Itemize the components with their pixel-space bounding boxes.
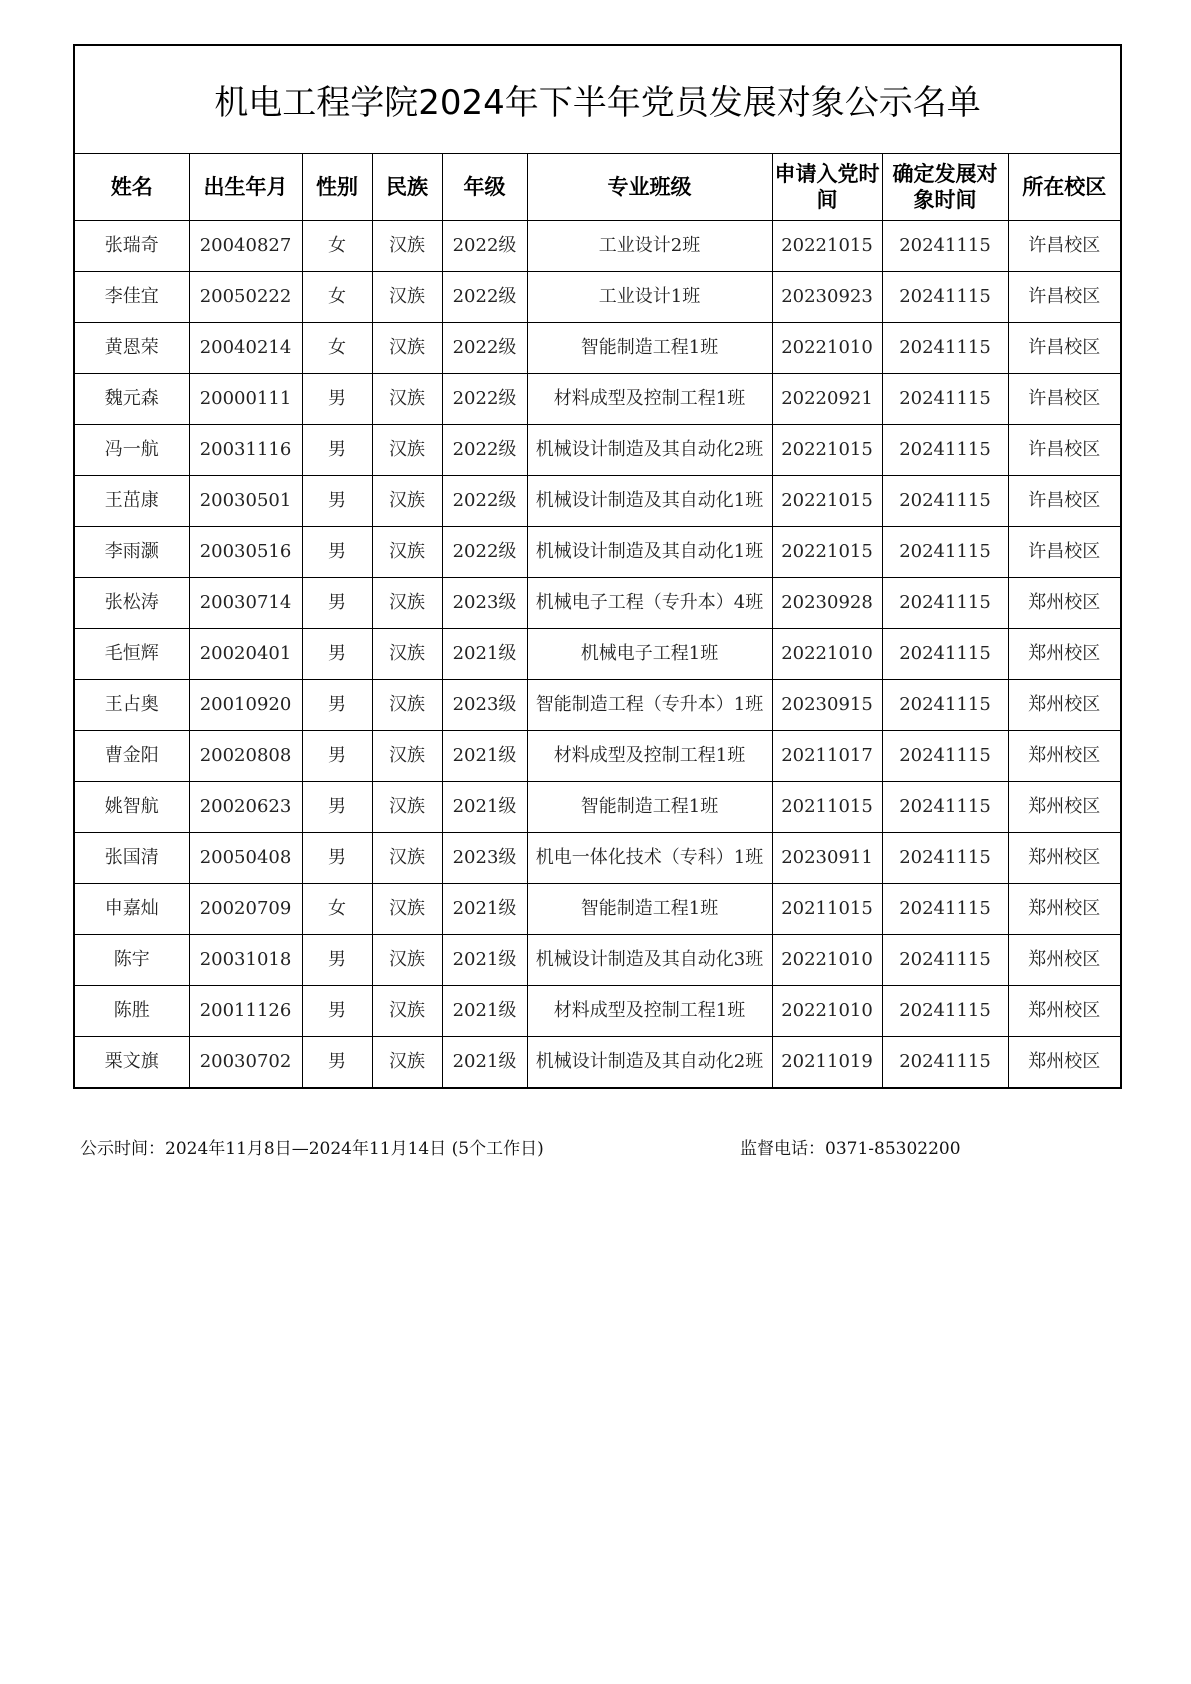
cell-campus: 郑州校区 (1008, 731, 1121, 782)
table-row (74, 527, 1121, 578)
cell-gender: 男 (302, 935, 372, 986)
cell-confirm-date: 20241115 (882, 782, 1008, 833)
header-grade: 年级 (442, 154, 527, 221)
header-gender: 性别 (302, 154, 372, 221)
cell-apply-date: 20230928 (772, 578, 882, 629)
cell-grade: 2023级 (442, 833, 527, 884)
cell-apply-date: 20230915 (772, 680, 882, 731)
cell-ethnicity: 汉族 (372, 833, 442, 884)
cell-name: 张松涛 (74, 578, 189, 629)
cell-birth: 20020623 (189, 782, 302, 833)
cell-birth: 20050408 (189, 833, 302, 884)
table-row (74, 935, 1121, 986)
table-row (74, 1037, 1121, 1089)
cell-major: 工业设计2班 (527, 221, 772, 272)
table-row (74, 782, 1121, 833)
cell-major: 机械电子工程1班 (527, 629, 772, 680)
cell-birth: 20050222 (189, 272, 302, 323)
cell-birth: 20011126 (189, 986, 302, 1037)
cell-major: 智能制造工程1班 (527, 323, 772, 374)
header-campus: 所在校区 (1008, 154, 1121, 221)
cell-campus: 郑州校区 (1008, 884, 1121, 935)
cell-gender: 女 (302, 884, 372, 935)
cell-grade: 2021级 (442, 1037, 527, 1089)
cell-name: 申嘉灿 (74, 884, 189, 935)
cell-campus: 许昌校区 (1008, 272, 1121, 323)
cell-ethnicity: 汉族 (372, 323, 442, 374)
cell-major: 机电一体化技术（专科）1班 (527, 833, 772, 884)
cell-gender: 男 (302, 731, 372, 782)
table-row (74, 476, 1121, 527)
cell-apply-date: 20221015 (772, 476, 882, 527)
cell-campus: 郑州校区 (1008, 629, 1121, 680)
cell-major: 机械电子工程（专升本）4班 (527, 578, 772, 629)
candidate-table (73, 44, 1122, 1089)
cell-campus: 郑州校区 (1008, 1037, 1121, 1089)
cell-birth: 20020401 (189, 629, 302, 680)
cell-gender: 男 (302, 425, 372, 476)
cell-grade: 2021级 (442, 935, 527, 986)
cell-campus: 郑州校区 (1008, 935, 1121, 986)
cell-confirm-date: 20241115 (882, 833, 1008, 884)
cell-campus: 许昌校区 (1008, 221, 1121, 272)
cell-birth: 20040827 (189, 221, 302, 272)
cell-name: 姚智航 (74, 782, 189, 833)
cell-birth: 20030702 (189, 1037, 302, 1089)
cell-grade: 2021级 (442, 884, 527, 935)
cell-ethnicity: 汉族 (372, 476, 442, 527)
cell-grade: 2022级 (442, 425, 527, 476)
header-birth: 出生年月 (189, 154, 302, 221)
cell-confirm-date: 20241115 (882, 884, 1008, 935)
cell-apply-date: 20211017 (772, 731, 882, 782)
table-row (74, 272, 1121, 323)
cell-ethnicity: 汉族 (372, 272, 442, 323)
table-row (74, 323, 1121, 374)
cell-confirm-date: 20241115 (882, 425, 1008, 476)
cell-apply-date: 20221015 (772, 221, 882, 272)
cell-name: 栗文旗 (74, 1037, 189, 1089)
cell-apply-date: 20230923 (772, 272, 882, 323)
cell-major: 工业设计1班 (527, 272, 772, 323)
cell-confirm-date: 20241115 (882, 374, 1008, 425)
cell-campus: 郑州校区 (1008, 680, 1121, 731)
cell-campus: 郑州校区 (1008, 578, 1121, 629)
cell-gender: 男 (302, 680, 372, 731)
table-row (74, 731, 1121, 782)
cell-apply-date: 20230911 (772, 833, 882, 884)
cell-grade: 2022级 (442, 323, 527, 374)
cell-birth: 20020808 (189, 731, 302, 782)
cell-confirm-date: 20241115 (882, 221, 1008, 272)
cell-name: 张瑞奇 (74, 221, 189, 272)
cell-gender: 女 (302, 272, 372, 323)
cell-apply-date: 20220921 (772, 374, 882, 425)
cell-birth: 20030516 (189, 527, 302, 578)
cell-gender: 女 (302, 323, 372, 374)
cell-confirm-date: 20241115 (882, 1037, 1008, 1089)
cell-confirm-date: 20241115 (882, 323, 1008, 374)
cell-name: 陈宇 (74, 935, 189, 986)
cell-ethnicity: 汉族 (372, 527, 442, 578)
cell-campus: 许昌校区 (1008, 374, 1121, 425)
cell-gender: 男 (302, 986, 372, 1037)
cell-ethnicity: 汉族 (372, 221, 442, 272)
header-name: 姓名 (74, 154, 189, 221)
cell-name: 曹金阳 (74, 731, 189, 782)
cell-ethnicity: 汉族 (372, 680, 442, 731)
cell-name: 李佳宜 (74, 272, 189, 323)
cell-ethnicity: 汉族 (372, 731, 442, 782)
cell-ethnicity: 汉族 (372, 782, 442, 833)
cell-apply-date: 20211015 (772, 782, 882, 833)
cell-major: 智能制造工程1班 (527, 884, 772, 935)
supervision-phone: 监督电话：0371-85302200 (740, 1139, 961, 1159)
cell-major: 机械设计制造及其自动化3班 (527, 935, 772, 986)
cell-grade: 2022级 (442, 221, 527, 272)
table-row (74, 221, 1121, 272)
cell-birth: 20020709 (189, 884, 302, 935)
table-row (74, 578, 1121, 629)
cell-confirm-date: 20241115 (882, 680, 1008, 731)
cell-name: 张国清 (74, 833, 189, 884)
table-row (74, 884, 1121, 935)
cell-name: 李雨灏 (74, 527, 189, 578)
cell-gender: 男 (302, 578, 372, 629)
header-major: 专业班级 (527, 154, 772, 221)
cell-ethnicity: 汉族 (372, 986, 442, 1037)
cell-gender: 男 (302, 833, 372, 884)
notice-period: 公示时间：2024年11月8日—2024年11月14日 (5个工作日) (80, 1139, 544, 1159)
cell-name: 冯一航 (74, 425, 189, 476)
cell-gender: 男 (302, 527, 372, 578)
table-row (74, 986, 1121, 1037)
cell-name: 黄恩荣 (74, 323, 189, 374)
cell-major: 智能制造工程（专升本）1班 (527, 680, 772, 731)
cell-major: 材料成型及控制工程1班 (527, 986, 772, 1037)
cell-grade: 2022级 (442, 374, 527, 425)
cell-grade: 2023级 (442, 680, 527, 731)
cell-name: 王占奥 (74, 680, 189, 731)
table-row (74, 833, 1121, 884)
cell-name: 毛恒辉 (74, 629, 189, 680)
cell-confirm-date: 20241115 (882, 527, 1008, 578)
cell-ethnicity: 汉族 (372, 425, 442, 476)
cell-confirm-date: 20241115 (882, 731, 1008, 782)
cell-ethnicity: 汉族 (372, 1037, 442, 1089)
cell-major: 材料成型及控制工程1班 (527, 731, 772, 782)
cell-apply-date: 20221010 (772, 986, 882, 1037)
cell-confirm-date: 20241115 (882, 935, 1008, 986)
header-confirm-date: 确定发展对象时间 (882, 154, 1008, 221)
cell-major: 智能制造工程1班 (527, 782, 772, 833)
cell-birth: 20040214 (189, 323, 302, 374)
cell-gender: 男 (302, 629, 372, 680)
cell-birth: 20030714 (189, 578, 302, 629)
cell-ethnicity: 汉族 (372, 629, 442, 680)
cell-confirm-date: 20241115 (882, 986, 1008, 1037)
cell-name: 魏元森 (74, 374, 189, 425)
table-row (74, 374, 1121, 425)
cell-apply-date: 20211019 (772, 1037, 882, 1089)
cell-major: 机械设计制造及其自动化1班 (527, 476, 772, 527)
cell-birth: 20030501 (189, 476, 302, 527)
cell-grade: 2022级 (442, 272, 527, 323)
page-title: 机电工程学院2024年下半年党员发展对象公示名单 (74, 45, 1121, 154)
cell-campus: 郑州校区 (1008, 986, 1121, 1037)
cell-ethnicity: 汉族 (372, 884, 442, 935)
table-body (74, 221, 1121, 1089)
cell-birth: 20031018 (189, 935, 302, 986)
cell-grade: 2023级 (442, 578, 527, 629)
cell-name: 王茁康 (74, 476, 189, 527)
cell-campus: 许昌校区 (1008, 527, 1121, 578)
cell-name: 陈胜 (74, 986, 189, 1037)
cell-grade: 2021级 (442, 629, 527, 680)
header-ethnicity: 民族 (372, 154, 442, 221)
cell-campus: 许昌校区 (1008, 425, 1121, 476)
header-apply-date: 申请入党时间 (772, 154, 882, 221)
cell-major: 材料成型及控制工程1班 (527, 374, 772, 425)
cell-birth: 20000111 (189, 374, 302, 425)
cell-ethnicity: 汉族 (372, 374, 442, 425)
cell-confirm-date: 20241115 (882, 578, 1008, 629)
cell-birth: 20010920 (189, 680, 302, 731)
cell-grade: 2022级 (442, 527, 527, 578)
table-row (74, 680, 1121, 731)
cell-apply-date: 20221010 (772, 323, 882, 374)
cell-confirm-date: 20241115 (882, 629, 1008, 680)
cell-major: 机械设计制造及其自动化2班 (527, 425, 772, 476)
cell-grade: 2021级 (442, 731, 527, 782)
cell-confirm-date: 20241115 (882, 272, 1008, 323)
cell-campus: 郑州校区 (1008, 782, 1121, 833)
header-row (74, 154, 1121, 221)
cell-birth: 20031116 (189, 425, 302, 476)
cell-ethnicity: 汉族 (372, 935, 442, 986)
cell-apply-date: 20211015 (772, 884, 882, 935)
cell-grade: 2022级 (442, 476, 527, 527)
cell-grade: 2021级 (442, 986, 527, 1037)
cell-campus: 许昌校区 (1008, 476, 1121, 527)
cell-apply-date: 20221015 (772, 425, 882, 476)
notice-sheet (73, 44, 1120, 1089)
table-row (74, 629, 1121, 680)
cell-grade: 2021级 (442, 782, 527, 833)
cell-campus: 郑州校区 (1008, 833, 1121, 884)
cell-campus: 许昌校区 (1008, 323, 1121, 374)
cell-apply-date: 20221010 (772, 629, 882, 680)
cell-apply-date: 20221010 (772, 935, 882, 986)
cell-ethnicity: 汉族 (372, 578, 442, 629)
cell-confirm-date: 20241115 (882, 476, 1008, 527)
cell-apply-date: 20221015 (772, 527, 882, 578)
cell-gender: 男 (302, 476, 372, 527)
cell-gender: 女 (302, 221, 372, 272)
cell-major: 机械设计制造及其自动化2班 (527, 1037, 772, 1089)
cell-major: 机械设计制造及其自动化1班 (527, 527, 772, 578)
cell-gender: 男 (302, 782, 372, 833)
table-row (74, 425, 1121, 476)
cell-gender: 男 (302, 374, 372, 425)
cell-gender: 男 (302, 1037, 372, 1089)
